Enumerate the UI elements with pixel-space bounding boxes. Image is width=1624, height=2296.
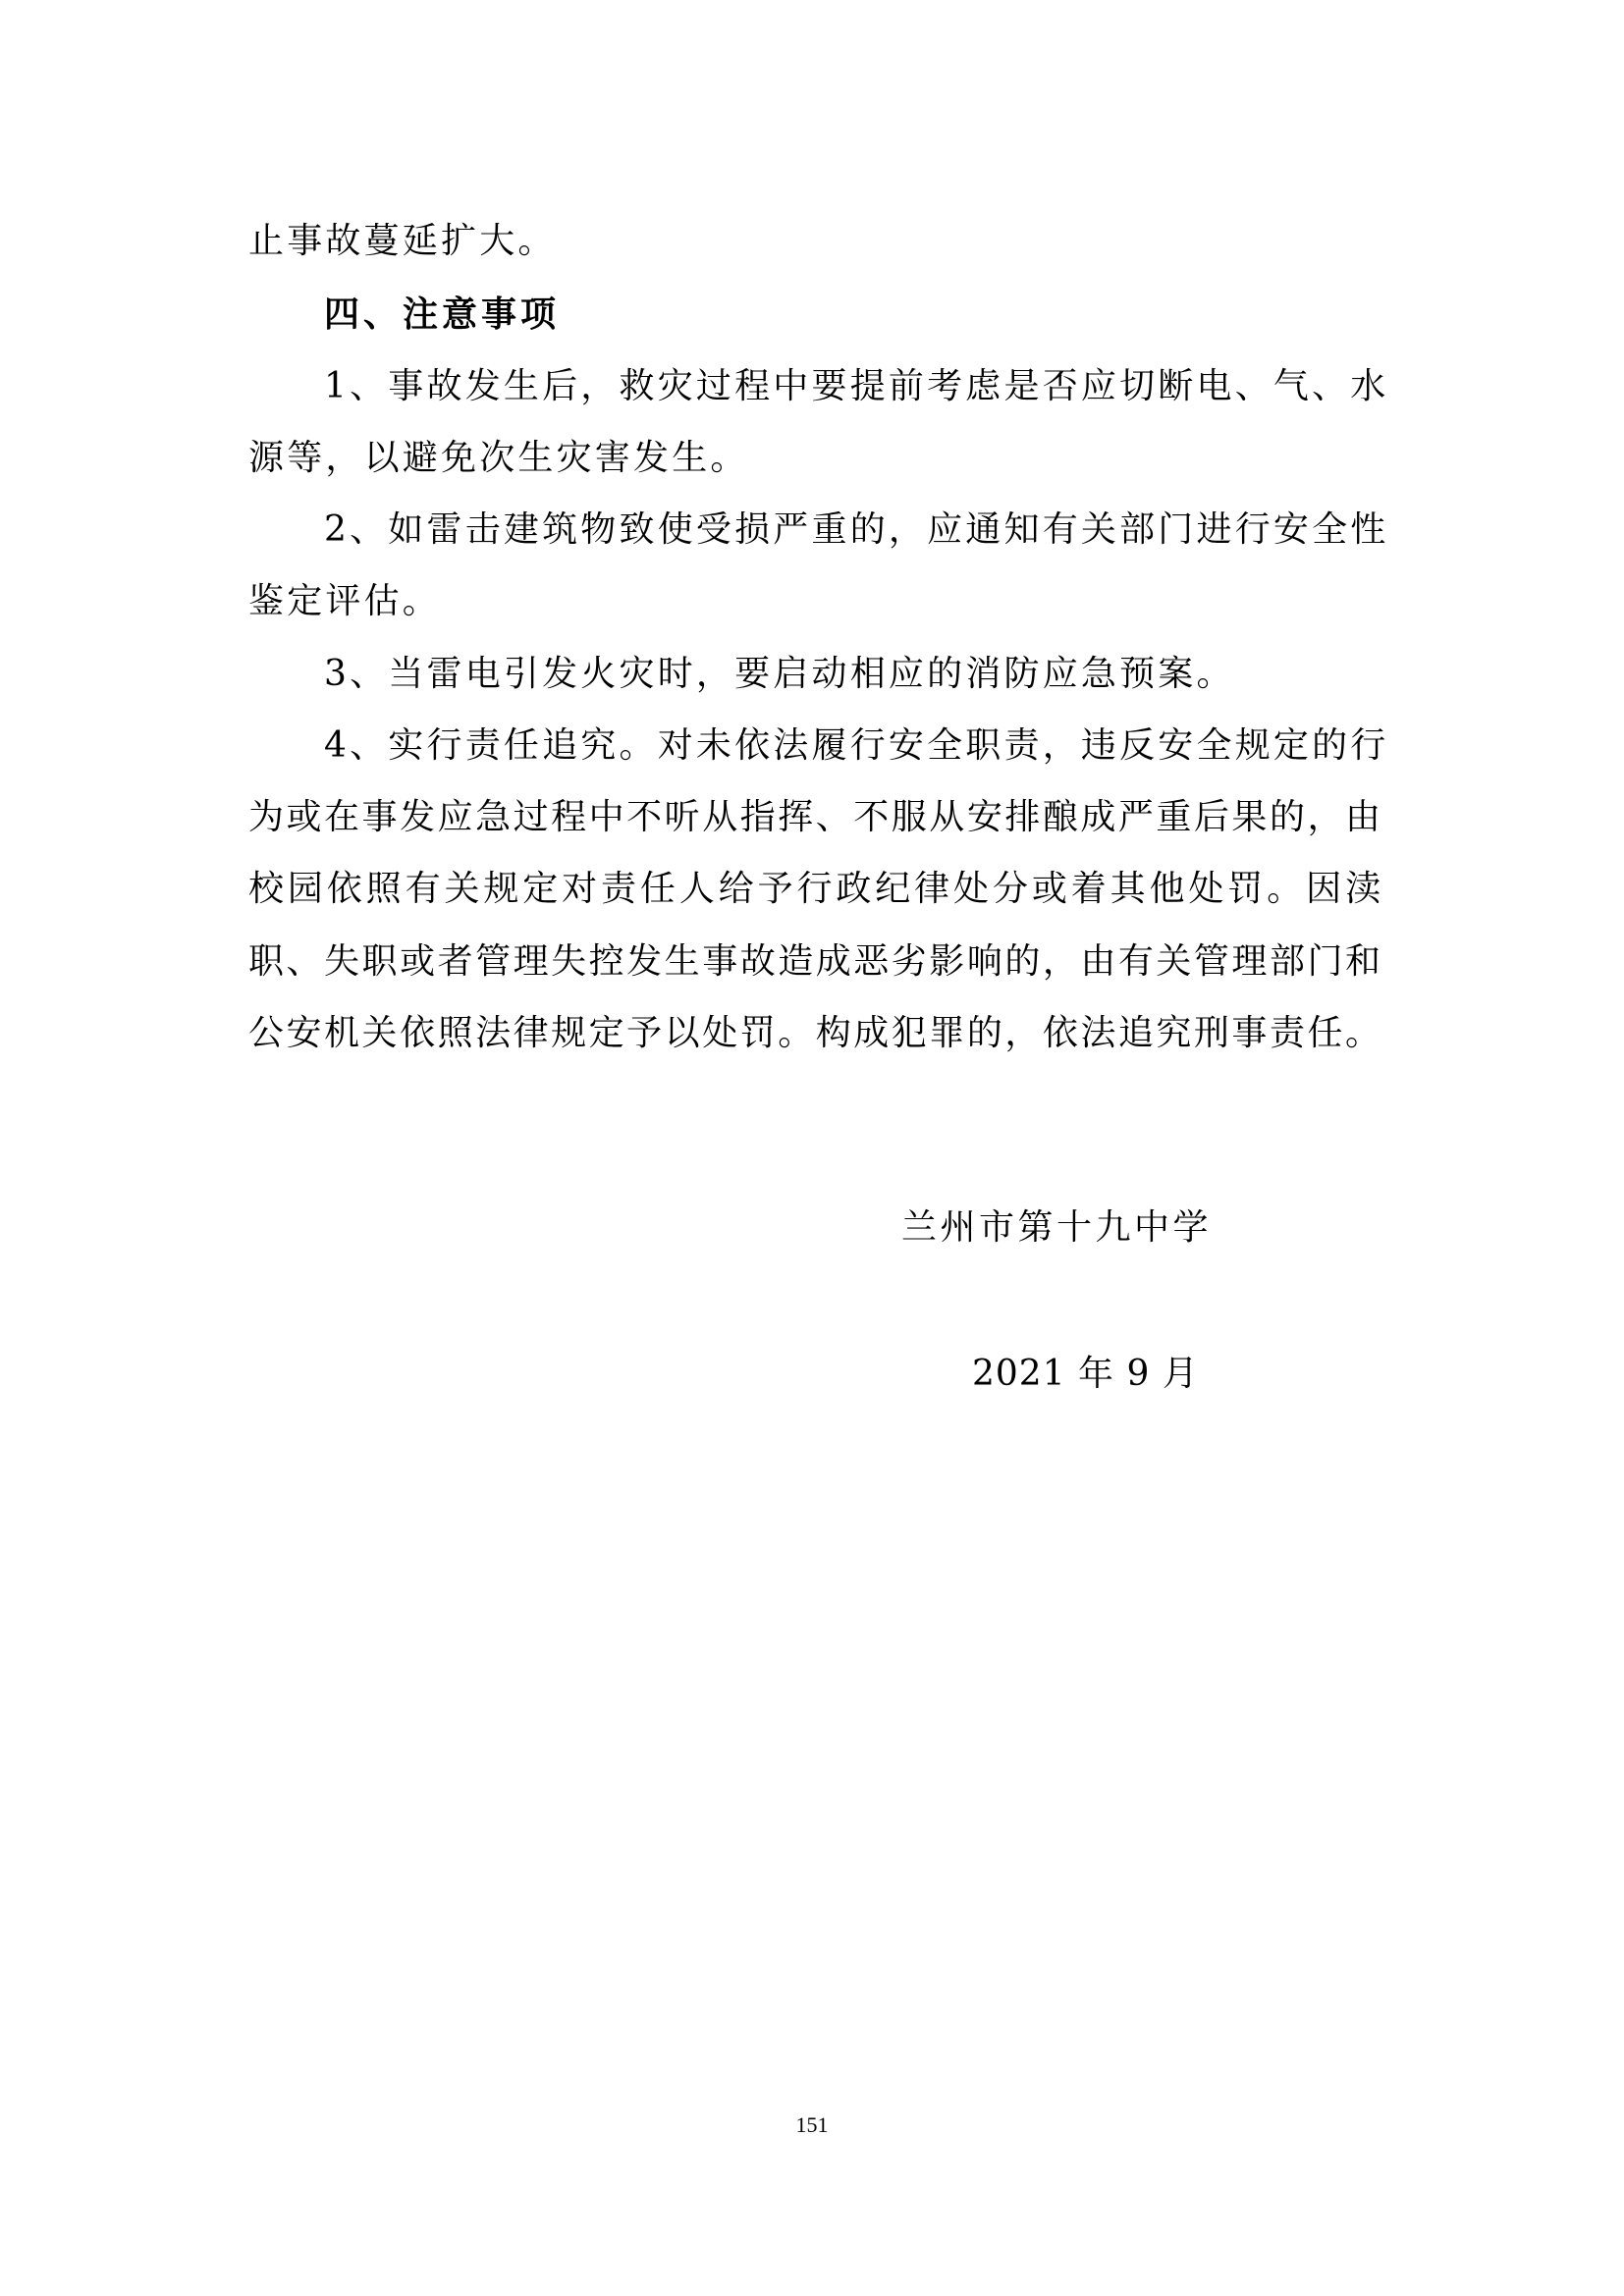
body-text-line: 3、当雷电引发火灾时，要启动相应的消防应急预案。: [324, 654, 1235, 694]
body-text-line: 2、如雷击建筑物致使受损严重的，应通知有关部门进行安全性: [324, 509, 1389, 550]
body-text-line: 止事故蔓延扩大。: [248, 221, 557, 261]
body-text-line: 为或在事发应急过程中不听从指挥、不服从安排酿成严重后果的，由: [248, 797, 1380, 837]
body-text-line: 公安机关依照法律规定予以处罚。构成犯罪的，依法追究刑事责任。: [248, 1013, 1380, 1053]
body-text-line: 职、失职或者管理失控发生事故造成恶劣影响的，由有关管理部门和: [248, 941, 1380, 982]
signature-organization: 兰州市第十九中学: [901, 1207, 1213, 1248]
body-text-line: 鉴定评估。: [248, 581, 442, 621]
body-text-line: 4、实行责任追究。对未依法履行安全职责，违反安全规定的行: [324, 725, 1389, 766]
page-number: 151: [795, 2112, 829, 2137]
signature-date: 2021 年 9 月: [972, 1354, 1199, 1394]
body-text-line: 源等，以避免次生灾害发生。: [248, 438, 749, 478]
section-heading: 四、注意事项: [324, 294, 561, 335]
body-text-line: 1、事故发生后，救灾过程中要提前考虑是否应切断电、气、水: [324, 366, 1389, 406]
body-text-line: 校园依照有关规定对责任人给予行政纪律处分或着其他处罚。因渎: [248, 869, 1380, 909]
